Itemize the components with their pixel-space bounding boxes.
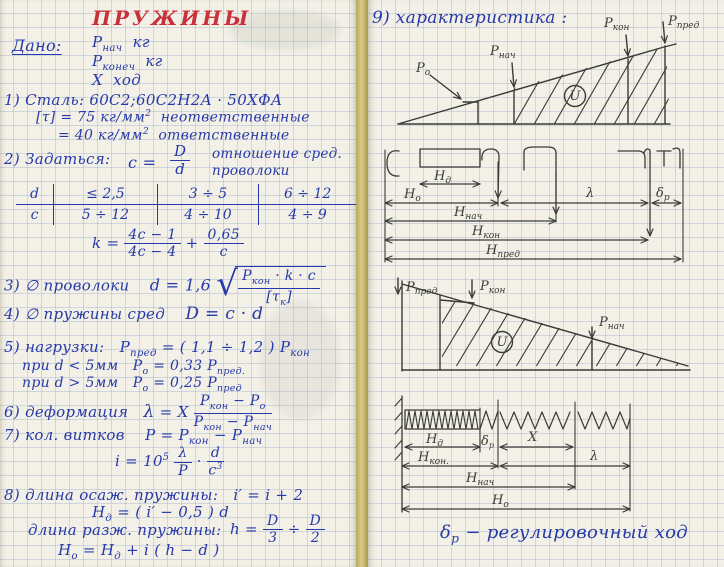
energy-label: U [496, 335, 508, 350]
right-page [368, 0, 724, 567]
section9-heading: 9) характеристика : [372, 8, 568, 28]
ppred-label: $Р_{пред}$ [668, 14, 700, 31]
end-hook-4 [657, 148, 680, 168]
Hkon-label: $Н_{кон.}$ [418, 450, 449, 467]
gap-coil [480, 411, 498, 429]
delta-r-label: $\delta_р$ [656, 186, 670, 203]
end-hook-3 [618, 151, 645, 168]
item8-free-length-label: длина разж. пружины: [28, 521, 222, 539]
sqrt-radical: √ $\frac{Р_{кон} \cdot k \cdot c}{[\tau_к]}$ [216, 266, 326, 307]
binding-strip [356, 0, 368, 567]
Hpred-label: $Н_{пред}$ [486, 243, 520, 260]
characteristic-falling-diagram [398, 278, 724, 380]
Ho-label: $Н_о$ [404, 187, 421, 204]
item1-tau-1: [τ] = 75 $кг/мм^2$ неответственные [36, 109, 310, 126]
compressed-block [420, 149, 480, 167]
characteristic-rising-diagram [398, 14, 708, 135]
Hnach-label: $Н_{нач}$ [454, 205, 483, 222]
load-line [402, 284, 688, 366]
step [440, 296, 474, 370]
p0-tick [463, 102, 478, 124]
item1-steel: 1) Сталь: 60С2;60С2Н2А · 50ХФА [4, 91, 283, 109]
item2-note: отношение сред. проволоки [212, 146, 343, 179]
given-p-nach: $Р_{нач}$ кг [92, 33, 150, 54]
item2-D-over-d: $\frac{D}{d}$ [170, 144, 190, 178]
pnach-label: $Р_{нач}$ [599, 315, 625, 332]
item8-Hd-formula: $Н_д$ = ( i′ − 0,5 ) d [92, 503, 230, 524]
item5-case-large-d: при d > 5мм $Р_о = 0,25$ $Р_{пред}$ [22, 375, 243, 394]
Hd-label: $Н_д$ [426, 432, 444, 449]
item7-i-formula: $i = 10^5$ $\frac{\lambda}{Р}$ · $\frac{d}{c^3}$ [115, 445, 223, 479]
item2-set-c: 2) Задаться: [4, 150, 111, 168]
item8-Ho-formula: $Н_о = Н_д + i$ ( h − d ) [58, 541, 220, 562]
pnach-arrow [512, 63, 514, 87]
mid-extensions [498, 162, 556, 222]
Hkon-label: $Н_{кон}$ [472, 224, 501, 241]
item6-deformation: 6) деформация λ = Х $\frac{Р_{кон} - Р_о}{Р_{кон} - Р_{нач}}$ [4, 393, 273, 433]
Hd-label: $Н_д$ [434, 169, 452, 186]
p0-arrow [430, 75, 461, 99]
end-hook-2 [524, 147, 556, 214]
hatch-area [488, 30, 708, 135]
given-label: Дано: [12, 36, 62, 55]
left-page [0, 0, 356, 567]
page-title-text: ПРУЖИНЫ [92, 6, 252, 30]
free-coils-1 [500, 412, 570, 429]
table-row: c 5 ÷ 12 4 ÷ 10 4 ÷ 9 [16, 205, 356, 226]
Ho-label: $Н_о$ [492, 493, 509, 510]
item5-case-small-d: при d < 5мм $Р_о = 0,33$ $Р_{пред.}$ [22, 358, 246, 377]
end-hook-1 [482, 149, 499, 198]
end-hook-c [387, 151, 399, 176]
item8-compressed-length: 8) длина осаж. пружины: i′ = i + 2 [4, 486, 304, 504]
lambda-label: λ [590, 449, 599, 464]
table-row: d ≤ 2,5 3 ÷ 5 6 ÷ 12 [16, 184, 356, 205]
item4-spring-diameter: 4) ∅ пружины сред D = c · d [4, 304, 264, 324]
delta-r-caption: $\delta_р$ − регулировочный ход [440, 522, 688, 546]
given-p-konech: $Р_{конеч}$ кг [92, 52, 163, 73]
Hnach-label: $Н_{нач}$ [466, 471, 495, 488]
ppred-label: $Р_{пред}$ [406, 280, 438, 297]
item7-coil-count: 7) кол. витков $Р = Р_{кон} - Р_{нач}$ [4, 426, 263, 447]
item2-c-equals: c = [128, 153, 157, 172]
spring-index-table [16, 184, 356, 225]
load-line [398, 44, 676, 124]
diagrams-svg [368, 0, 724, 567]
pkon-arrow [626, 35, 628, 56]
ppred-arrow [663, 22, 665, 43]
dense-coils [406, 411, 478, 429]
given-x-hod: Х ход [92, 71, 142, 89]
wall-hatch [395, 398, 402, 460]
free-coils-2 [578, 412, 630, 429]
lambda-label: λ [586, 186, 595, 201]
item5-loads: 5) нагрузки: $Р_{пред}$ = ( 1,1 ÷ 1,2 ) $Р_{кон}$ [4, 338, 311, 359]
pkon-label: $Р_{кон}$ [604, 16, 630, 33]
delta-r-label: $\delta_р$ [481, 434, 494, 450]
p0-label: $Р_о$ [416, 61, 431, 78]
free-lengths-diagram [385, 147, 683, 262]
item3-wire-diameter: 3) ∅ проволоки d = 1,6 √ $\frac{Р_{кон} \cdot k \cdot c}{[\tau_к]}$ [4, 266, 326, 307]
pnach-label: $Р_{нач}$ [490, 44, 516, 61]
X-label: Х [528, 430, 538, 445]
hatch-area [408, 280, 724, 380]
spring-travel-diagram [395, 396, 630, 512]
item1-tau-2: = 40 $кг/мм^2$ ответственные [58, 127, 290, 144]
page-title [92, 6, 251, 30]
pkon-label: $Р_{кон}$ [480, 279, 506, 296]
energy-label: U [569, 89, 581, 104]
k-formula: k = $\frac{4c - 1}{4c - 4}$ + $\frac{0,65}{c}$ [92, 228, 244, 260]
item8-h-formula: h = $\frac{D}{3}$ ÷ $\frac{D}{2}$ [230, 514, 325, 546]
